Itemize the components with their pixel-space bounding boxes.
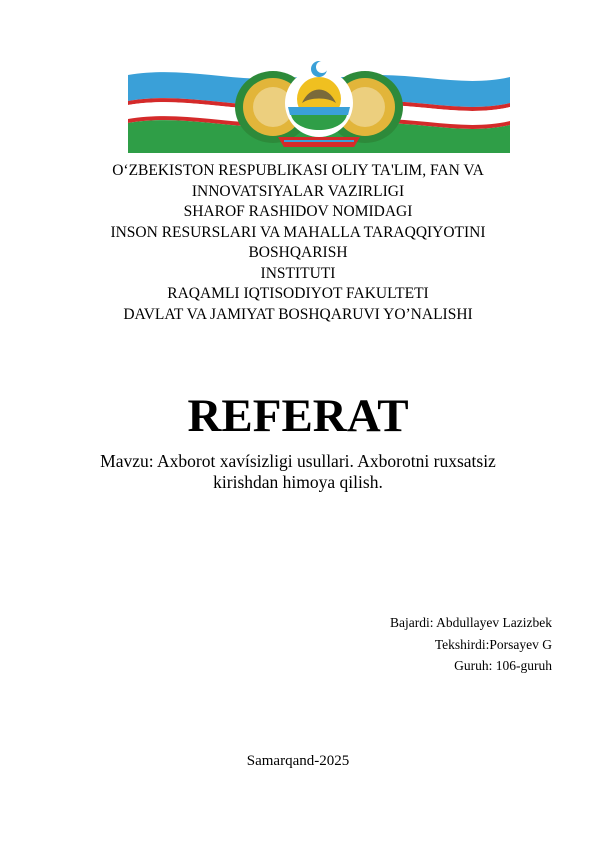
credits-block (390, 612, 552, 677)
reviewer-line: Tekshirdi:Porsayev G (434, 636, 552, 652)
institute-name-line-3: INSTITUTI (260, 264, 336, 282)
department-line: DAVLAT VA JAMIYAT BOSHQARUVI YO’NALISHI (123, 305, 473, 323)
institution-heading (90, 161, 506, 325)
subject-topic: Mavzu: Axborot xavísizligi usullari. Axborotni ruxsatsiz kirishdan himoya qilish. (100, 451, 496, 492)
city-year: Samarqand-2025 (246, 753, 350, 769)
state-emblem-flag-banner (128, 55, 510, 153)
institute-name-line-1: SHAROF RASHIDOV NOMIDAGI (183, 203, 413, 220)
institute-name-line-2: INSON RESURSLARI VA MAHALLA TARAQQIYOTINI BOSHQARISH (110, 223, 486, 261)
ministry-line-1: O‘ZBEKISTON RESPUBLIKASI OLIY TA'LIM, FAN VA (112, 162, 484, 179)
ministry-line-2: INNOVATSIYALAR VAZIRLIGI (191, 182, 405, 200)
document-title: REFERAT (187, 390, 409, 442)
author-line: Bajardi: Abdullayev Lazizbek (390, 615, 552, 630)
group-line: Guruh: 106-guruh (454, 658, 552, 673)
faculty-line: RAQAMLI IQTISODIYOT FAKULTETI (167, 285, 429, 302)
emblem-image (128, 55, 510, 153)
